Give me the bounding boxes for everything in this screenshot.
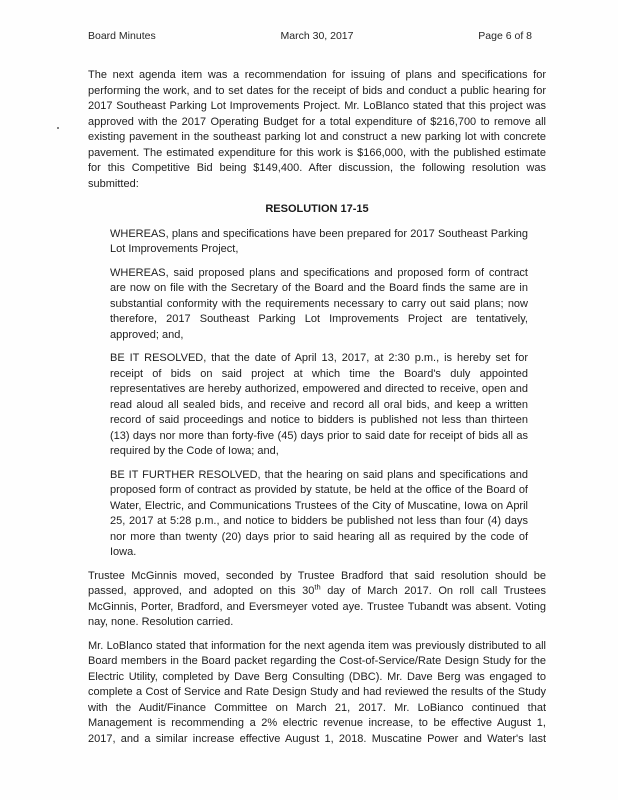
resolved-clause-2: BE IT FURTHER RESOLVED, that the hearing on said plans and specifications and proposed form of contract as provided by statute, be held at the office of the Board of Water, Electric, and Communications Trustees of the City of Muscatine, Iowa on April 25, 2017 at 5:28 p.m., and notice to bidders be published not less than four (4) days nor more than twenty (20) days prior to said hearing all as required by the code of Iowa. — [110, 468, 528, 558]
header-date: March 30, 2017 — [280, 30, 354, 42]
motion-paragraph — [88, 569, 546, 631]
header-document-title: Board Minutes — [88, 30, 156, 42]
resolution-title: RESOLUTION 17-15 — [265, 203, 369, 215]
resolved-clause-1: BE IT RESOLVED, that the date of April 13, 2017, at 2:30 p.m., is hereby set for receipt of bids on said project at which time the Board's duly appointed representatives are hereby authorized, empowered and directed to receive, open and read aloud all sealed bids, and receive and record all oral bids, and keep a written record of said proceedings and notice to bidders is published not less than thirteen (13) days nor more than forty-five (45) days prior to said date for receipt of bids all as required by the Code of Iowa; and, — [110, 352, 528, 457]
motion-text-end: day of March 2017. On roll call Trustees McGinnis, Porter, Bradford, and Eversmeyer voted aye. Trustee Tubandt was absent. Voting nay, none. Resolution carried. — [88, 585, 546, 628]
whereas-clause-2: WHEREAS, said proposed plans and specifications and proposed form of contract are now on file with the Secretary of the Board and the Board finds the same are in substantial conformity with the requirements necessary to carry out said plans; now therefore, 2017 Southeast Parking Lot Improvements Project are tentatively, approved; and, — [110, 266, 528, 341]
motion-text-start: Trustee McGinnis moved, seconded by Trustee Bradford that said resolution should be passed, approved, and adopted on this 30 — [88, 569, 546, 597]
page-header — [88, 30, 546, 42]
ordinal-superscript: th — [314, 582, 321, 592]
whereas-clause-1: WHEREAS, plans and specifications have been prepared for 2017 Southeast Parking Lot Improvements Project, — [110, 227, 528, 255]
intro-paragraph: The next agenda item was a recommendation for issuing of plans and specifications for performing the work, and to set dates for the receipt of bids and conduct a public hearing for 2017 Southeast Parking Lot Improvements Project. Mr. LoBlanco stated that this project was approved with the 2017 Operating Budget for a total expenditure of $216,700 to remove all existing pavement in the southeast parking lot and construct a new parking lot with concrete pavement. The estimated expenditure for this work is $166,000, with the published estimate for this Competitive Bid being $149,400. After discussion, the following resolution was submitted: — [88, 69, 546, 190]
scan-artifact-dot — [57, 127, 59, 129]
closing-paragraph: Mr. LoBlanco stated that information for the next agenda item was previously distributed to all Board members in the Board packet regarding the Cost-of-Service/Rate Design Study for the Electric Utility, completed by Dave Berg Consulting (DBC). Mr. Dave Berg was engaged to complete a Cost of Service and Rate Design Study and had reviewed the results of the Study with the Audit/Finance Committee on March 21, 2017. Mr. LoBianco continued that Management is recommending a 2% electric revenue increase, to be effective August 1, 2017, and a similar increase effective August 1, 2018. Muscatine Power and Water's last — [88, 639, 546, 745]
header-page-number: Page 6 of 8 — [478, 30, 532, 42]
